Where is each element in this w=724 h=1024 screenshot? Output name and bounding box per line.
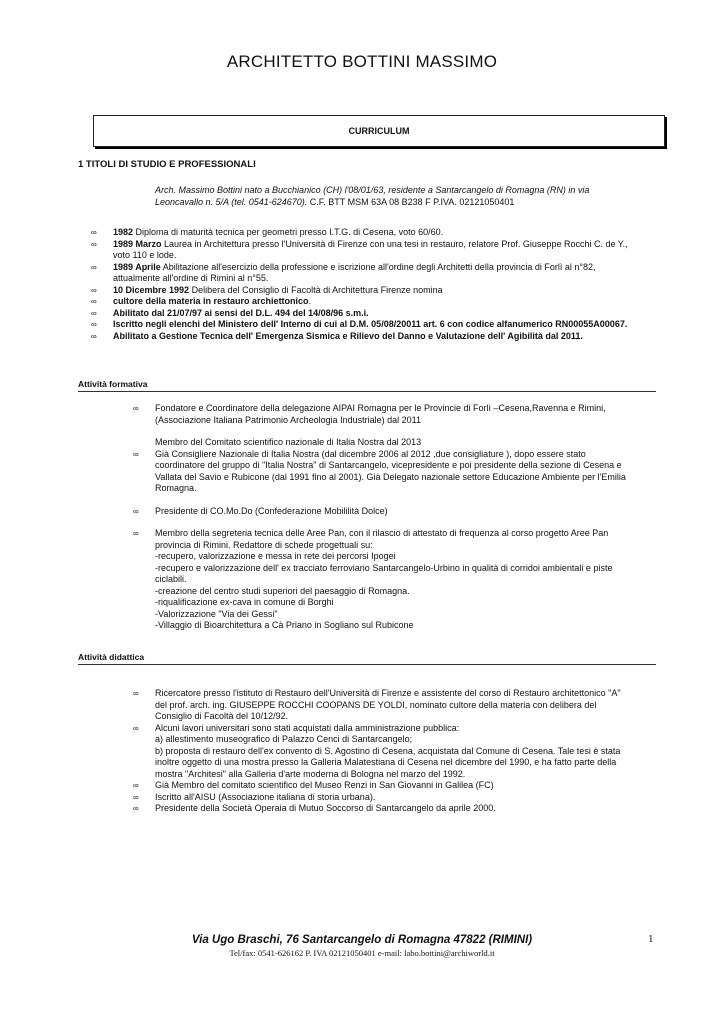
list-item [133,780,635,792]
sub-line: -Valorizzazione "Via dei Gessi" [155,608,278,619]
section-heading-formativa: Attività formativa [78,379,656,392]
list-item [133,688,635,723]
infinity-bullet-icon: ∞ [133,792,139,802]
list-item [133,803,635,815]
item-text: Diploma di maturità tecnica per geometri presso I.T.G. di Cesena, voto 60/60. [133,227,444,237]
item-text: Già Membro del comitato scientifico del Museo Renzi in San Giovanni in Galilea (FC) [155,780,494,790]
infinity-bullet-icon: ∞ [91,228,97,237]
sub-line: -riqualificazione ex-cava in comune di Borghi [155,597,334,607]
footer-address: Via Ugo Braschi, 76 Santarcangelo di Romagna 47822 (RIMINI) [191,934,533,946]
item-year: 10 Dicembre 1992 [113,284,190,295]
list-item [91,261,643,285]
item-text: Presidente di CO.Mo.Do (Confederazione Mobililità Dolce) [155,505,388,516]
item-year: 1989 Marzo [113,238,162,249]
list-item [91,284,643,297]
infinity-bullet-icon: ∞ [91,320,97,329]
intro-plain: C.F. BTT MSM 63A 08 B238 F P.IVA. 02121050401 [307,197,515,207]
section-heading-titoli: 1 TITOLI DI STUDIO E PROFESSIONALI [78,159,256,170]
list-item [133,791,635,804]
formativa-list [133,403,635,632]
didattica-list [133,688,635,815]
item-bold: Abilitato a Gestione Tecnica dell' Emergenza Sismica e Rilievo del Danno e Valutazione dell' Agibilità dal 2011. [113,330,583,341]
infinity-bullet-icon: ∞ [91,239,97,249]
item-text: Abilitazione all'esercizio della professione e iscrizione all'ordine degli Architetti della provincia di Forlì al n°82, attualmente all'ordine di Rimini al n°55. [113,261,596,283]
list-item [91,330,643,343]
infinity-bullet-icon: ∞ [133,529,139,538]
item-text: . [308,296,312,306]
item-text: Ricercatore presso l'istituto di Restauro dell'Università di Firenze e assistente del corso di Restauro architettonico "A" del prof. arch. ing. GIUSEPPE ROCCHI COOPANS DE YOLDI, nominato cultore della materia con delibera del Consiglio di Facoltà del 10/12/92. [155,688,621,721]
item-text: Già Consigliere Nazionale di Italia Nostra (dal dicembre 2006 al 2012 ,due consigliature ), dopo essere stato coordinatore del gruppo di "Italia Nostra" di Santarcangelo, vicepresidente e poi presidente della sezione di Cesena e Vallata del Savio e Rubicone (dal 1991 fino al 2001). Già Delegato nazionale settore Educazione Ambiente per l'Emilia Romagna. [155,448,626,493]
curriculum-box [93,115,665,147]
item-bold: Iscritto negli elenchi del Ministero dell' Interno di cui al D.M. 05/08/20011 art. 6 con codice alfanumerico RN00055A00067. [113,319,628,329]
infinity-bullet-icon: ∞ [133,781,139,790]
infinity-bullet-icon: ∞ [133,723,139,733]
infinity-bullet-icon: ∞ [133,689,139,698]
sub-line: -recupero e valorizzazione dell' ex tracciato ferroviario Santarcangelo-Urbino in qualità di corridoi ambientali e piste ciclabili. [155,562,613,584]
infinity-bullet-icon: ∞ [91,331,97,341]
list-item [133,722,635,735]
footer-contact: Tel/fax: 0541-626162 P. IVA 02121050401 e-mail: labo.bottini@archiworld.it [229,948,495,958]
list-item [133,403,635,426]
list-item [133,448,635,495]
list-item [91,227,643,239]
infinity-bullet-icon: ∞ [133,404,139,413]
item-text: Membro della segreteria tecnica delle Aree Pan, con il rilascio di attestato di frequenza al corso progetto Aree Pan provincia di Rimini. Redattore di schede progettuali su: [155,528,609,550]
infinity-bullet-icon: ∞ [133,506,139,516]
intro-italic: Arch. Massimo Bottini nato a Bucchianico (CH) l'08/01/63, residente a Santarcangelo di Romagna (RN) in via Leoncavallo n. 5/A (tel. 0541-624670). [155,185,590,207]
item-text: Iscritto all'AISU (Associazione italiana di storia urbana). [155,791,376,802]
intro-paragraph [155,184,635,208]
infinity-bullet-icon: ∞ [91,308,97,318]
item-text: Fondatore e Coordinatore della delegazione AIPAI Romagna per le Provincie di Forlì –Cesena,Ravenna e Rimini,(Associazione Italiana Patrimonio Archeologia Industriale) dal 2011 [155,403,606,425]
list-item [91,238,643,262]
list-item [133,505,635,518]
infinity-bullet-icon: ∞ [91,262,97,272]
infinity-bullet-icon: ∞ [133,804,139,813]
sub-line: -Villaggio di Bioarchitettura a Cà Priano in Sogliano sul Rubicone [155,620,414,630]
page-number: 1 [648,933,654,945]
titoli-list [91,227,643,342]
curriculum-label: CURRICULUM [348,126,410,136]
list-item [91,307,643,320]
sub-line: a) allestimento museografico di Palazzo Cenci di Santarcangelo; [155,734,413,744]
infinity-bullet-icon: ∞ [91,297,97,306]
item-text: Presidente della Società Operaia di Mutuo Soccorso di Santarcangelo da aprile 2000. [155,803,496,813]
list-item-plain [155,437,635,449]
sub-line: -creazione del centro studi superiori del paesaggio di Romagna. [155,585,410,596]
infinity-bullet-icon: ∞ [91,285,97,295]
item-year: 1989 Aprile [113,261,161,272]
item-bold: cultore della materia in restauro archiettonico [113,296,309,306]
list-item [91,296,643,308]
item-year: 1982 [113,227,134,237]
sub-line: b) proposta di restauro dell'ex convento di S. Agostino di Cesena, acquistata dal Comune di Cesena. Tale tesi è stata inoltre oggetto di una mostra presso la Galleria Malatestiana di Cesena nel dicembre del 1990, e ha fatto parte della mostra "Architesi" alla Galleria d'arte moderna di Bologna nel marzo del 1992. [155,745,621,779]
section-heading-didattica: Attività didattica [78,652,656,665]
item-text: Laurea in Architettura presso l'Università di Firenze con una tesi in restauro, relatore Prof. Giuseppe Rocchi C. de Y., voto 110 e lode. [113,238,628,260]
infinity-bullet-icon: ∞ [133,449,139,459]
item-text: Delibera del Consiglio di Facoltà di Architettura Firenze nomina [189,284,443,295]
item-bold: Abilitato dal 21/07/97 ai sensi del D.L. 494 del 14/08/96 s.m.i. [113,307,369,318]
document-title: ARCHITETTO BOTTINI MASSIMO [226,52,498,71]
list-item [91,319,643,331]
item-text: Membro del Comitato scientifico nazionale di Italia Nostra dal 2013 [155,437,422,447]
item-text: Alcuni lavori universitari sono stati acquistati dalla amministrazione pubblica: [155,722,460,733]
list-item [133,528,635,551]
sub-line: -recupero, valorizzazione e messa in rete dei percorsi Ipogei [155,551,396,561]
